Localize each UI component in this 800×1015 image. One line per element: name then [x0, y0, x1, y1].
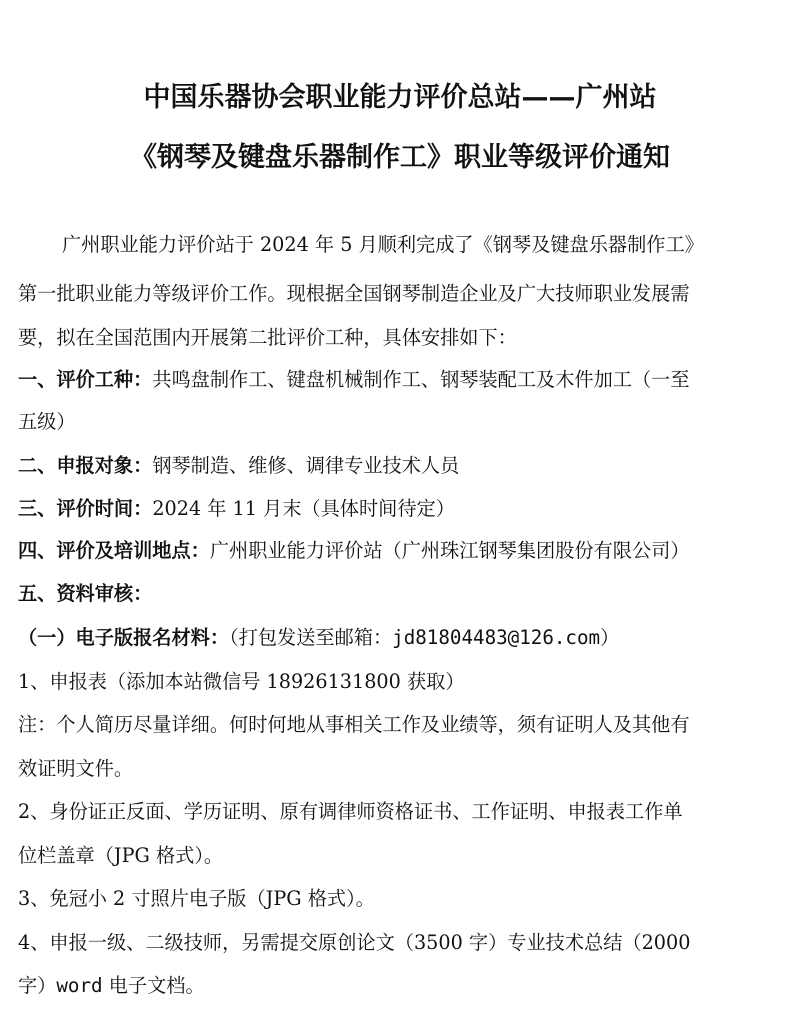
section-1-text: 共鸣盘制作工、键盘机械制作工、钢琴装配工及木件加工（一至	[152, 368, 690, 391]
intro-line-2: 第一批职业能力等级评价工作。现根据全国钢琴制造企业及广大技师职业发展需	[18, 282, 690, 305]
item-2-line-1: 2、身份证正反面、学历证明、原有调律师资格证书、工作证明、申报表工作单	[18, 800, 683, 823]
section-4	[18, 537, 788, 565]
subsection-1-text-suffix: ）	[600, 626, 620, 649]
email-address: jd81804483@126.com	[392, 626, 601, 649]
item-4-line-2-suffix: 电子文档。	[102, 974, 205, 997]
section-5	[18, 580, 788, 608]
section-1	[18, 366, 788, 394]
item-3: 3、免冠小 2 寸照片电子版（JPG 格式）。	[18, 887, 375, 910]
item-1: 1、申报表（添加本站微信号 18926131800 获取）	[18, 670, 465, 693]
section-2-label: 二、申报对象：	[18, 454, 153, 477]
section-1-label: 一、评价工种：	[18, 368, 153, 391]
item-2-line-2: 位栏盖章（JPG 格式）。	[18, 844, 224, 867]
subsection-1-text-prefix: （打包发送至邮箱：	[229, 626, 393, 649]
document-title-line-2: 《钢琴及键盘乐器制作工》职业等级评价通知	[130, 142, 670, 173]
subsection-1-label: （一）电子版报名材料：	[18, 626, 230, 649]
document-title-line-1: 中国乐器协会职业能力评价总站——广州站	[143, 82, 657, 113]
section-3-text: 2024 年 11 月末（具体时间待定）	[152, 497, 455, 520]
note-line-2: 效证明文件。	[18, 757, 134, 780]
section-3	[18, 495, 788, 523]
subsection-1	[18, 624, 788, 652]
item-4-line-2-prefix: 字）	[18, 974, 57, 997]
section-5-label: 五、资料审核：	[18, 582, 153, 605]
section-2	[18, 452, 788, 480]
note-line-1: 注：个人简历尽量详细。何时何地从事相关工作及业绩等，须有证明人及其他有	[18, 713, 690, 736]
section-1-continued: 五级）	[18, 410, 76, 433]
section-2-text: 钢琴制造、维修、调律专业技术人员	[152, 454, 460, 477]
item-4-line-2	[18, 972, 788, 1000]
intro-line-1: 广州职业能力评价站于 2024 年 5 月顺利完成了《钢琴及键盘乐器制作工》	[62, 233, 704, 256]
item-4-word-label: word	[56, 974, 103, 997]
section-4-text: 广州职业能力评价站（广州珠江钢琴集团股份有限公司）	[209, 539, 690, 562]
section-3-label: 三、评价时间：	[18, 497, 153, 520]
section-4-label: 四、评价及培训地点：	[18, 539, 210, 562]
intro-line-3: 要，拟在全国范围内开展第二批评价工种，具体安排如下：	[18, 326, 517, 349]
item-4-line-1: 4、申报一级、二级技师，另需提交原创论文（3500 字）专业技术总结（2000	[18, 931, 691, 954]
